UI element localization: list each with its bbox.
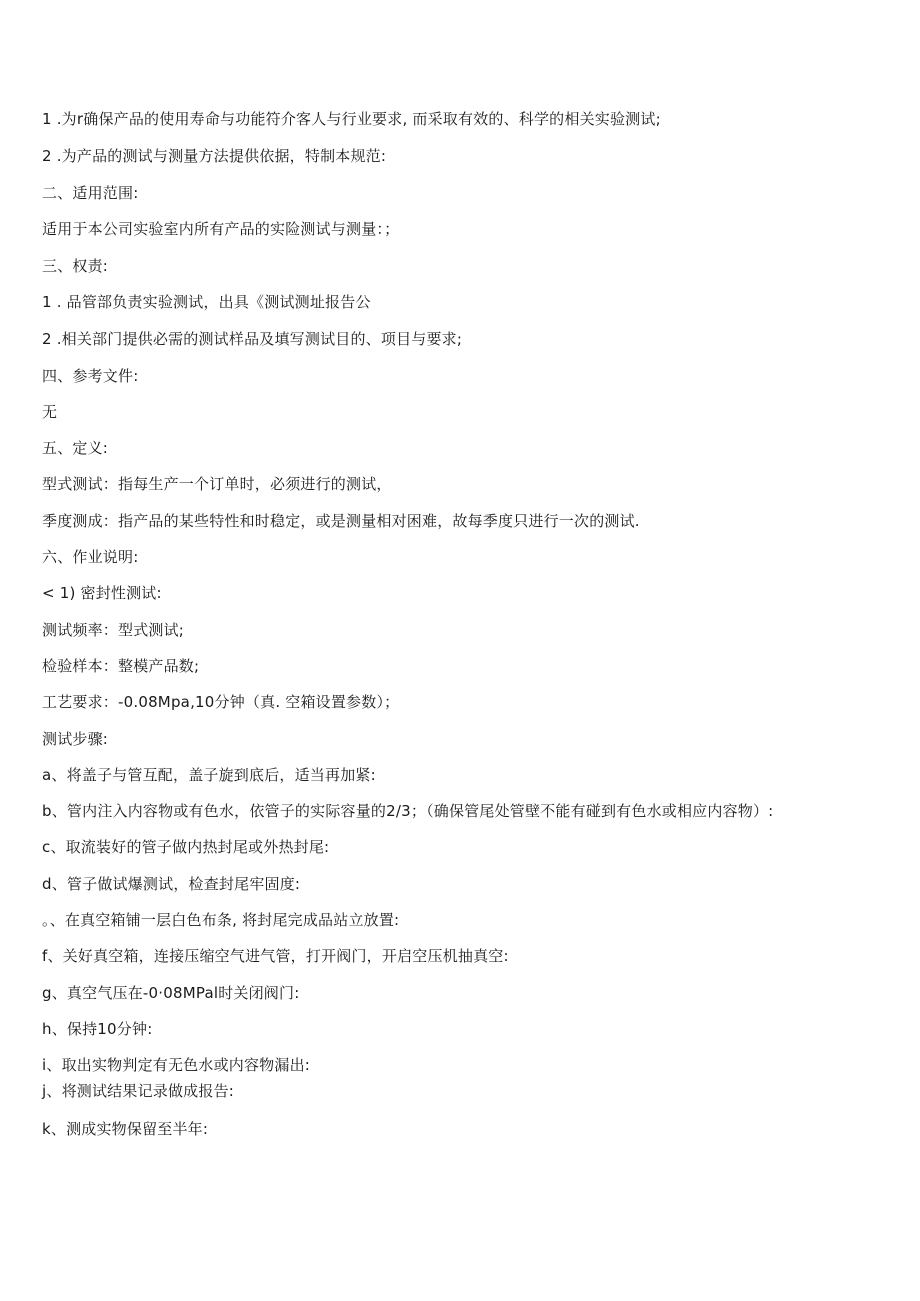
step-g: g、真空气压在-0·08MPal时关闭阀门: — [42, 984, 300, 1002]
step-d: d、管子做试爆测试，检查封尾牢固度: — [42, 875, 301, 893]
test-sample: 检验样本：整模产品数; — [42, 657, 200, 675]
definition-type-test: 型式测试：指每生产一个订单时，必须进行的测试， — [42, 475, 392, 493]
section-heading-references: 四、参考文件: — [42, 367, 139, 385]
responsibility-item-2: 2 .相关部门提供必需的测试样品及填写测试目的、项目与要求; — [42, 330, 463, 348]
subsection-seal-test: < 1) 密封性测试: — [42, 584, 162, 602]
test-frequency: 测试频率：型式测试; — [42, 621, 185, 639]
step-b: b、管内注入内容物或有色水，依管子的实际容量的2/3；（确保管尾处管壁不能有碰到有色水或相应内容物）: — [42, 802, 774, 820]
purpose-item-1: 1 .为r确保产品的使用寿命与功能符介客人与行业要求, 而采取有效的、科学的相关实验测试; — [42, 110, 661, 128]
step-j: j、将测试结果记录做成报告: — [42, 1082, 235, 1100]
section-heading-definitions: 五、定义: — [42, 439, 109, 457]
step-h: h、保持10分钟: — [42, 1020, 153, 1038]
section-heading-responsibility: 三、权责: — [42, 257, 109, 275]
process-requirement: 工艺要求：-0.08Mpa,10分钟（真. 空箱设置参数）； — [42, 693, 400, 711]
step-c: c、取流装好的管子做内热封尾或外热封尾: — [42, 838, 330, 856]
step-e: 。、在真空箱铺一层白色布条, 将封尾完成品站立放置: — [42, 911, 400, 929]
test-steps-heading: 测试步骤: — [42, 730, 109, 748]
step-i: i、取出实物判定有无色水或内容物漏出: — [42, 1056, 311, 1074]
purpose-item-2: 2 .为产品的测试与测量方法提供依据，特制本规范: — [42, 147, 387, 165]
scope-text: 适用于本公司实验室内所有产品的实险测试与测量：； — [42, 220, 400, 238]
section-heading-scope: 二、适用范围: — [42, 184, 139, 202]
section-heading-instructions: 六、作业说明: — [42, 548, 139, 566]
definition-quarterly-test: 季度测成：指产品的某些特性和时稳定，或是测量相对困难，故每季度只进行一次的测试. — [42, 512, 640, 530]
step-f: f、关好真空箱，连接压缩空气进气管，打开阀门，开启空压机抽真空: — [42, 947, 509, 965]
step-k: k、测成实物保留至半年: — [42, 1120, 209, 1138]
step-a: a、将盖子与管互配，盖子旋到底后，适当再加紧: — [42, 766, 376, 784]
responsibility-item-1: 1 . 品管部负责实验测试，出具《测试测址报告公 — [42, 293, 371, 311]
references-text: 无 — [42, 403, 58, 421]
